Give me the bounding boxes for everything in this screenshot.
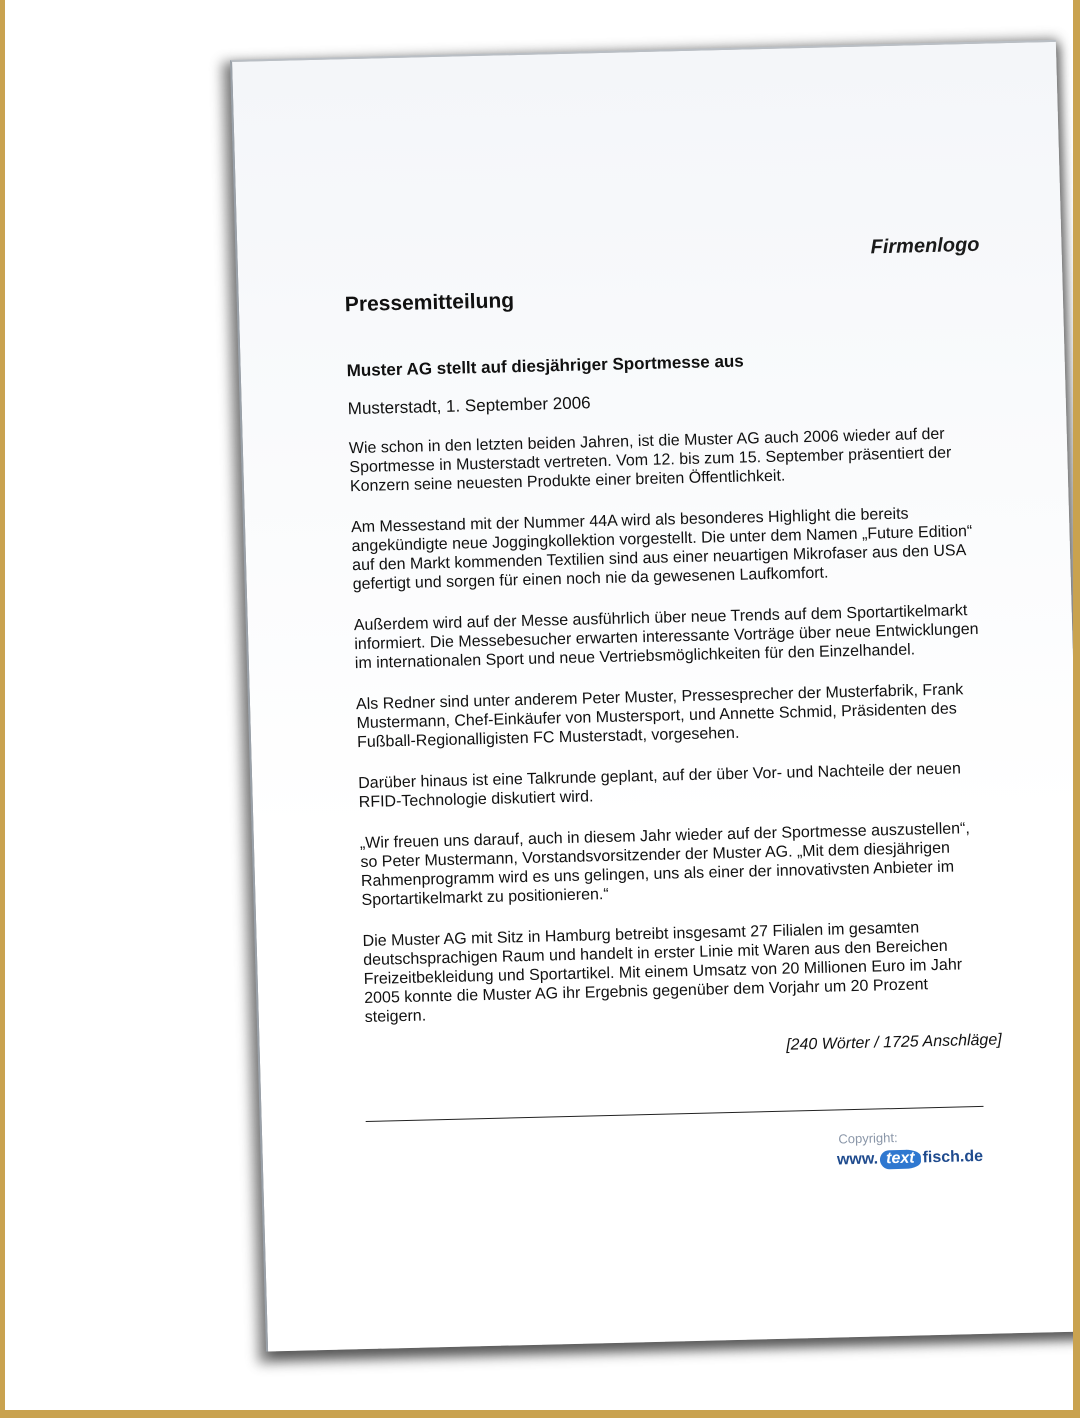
divider bbox=[366, 1106, 984, 1122]
paragraph: Außerdem wird auf der Messe ausführlich über neue Trends auf dem Sportartikelmarkt informiert. Die Messebesucher erwarten interessante Vorträge über neue Entwicklungen im internationalen Sport und neue Vertriebsmöglichkeiten für den Einzelhandel. bbox=[353, 602, 979, 673]
paragraph: Die Muster AG mit Sitz in Hamburg betreibt insgesamt 27 Filialen im gesamten deutschsprachigen Raum und handelt in erster Linie mit Waren aus den Bereichen Freizeitbekleidung und Sportartikel. Mit einem Umsatz von 20 Millionen Euro im Jahr 2005 konnte die Muster AG ihr Ergebnis gegenüber dem Vorjahr um 20 Prozent steigern. bbox=[362, 919, 963, 1026]
paragraph: „Wir freuen uns darauf, auch in diesem Jahr wieder auf der Sportmesse auszustellen“, so Peter Mustermann, Vorstandsvorsitzender der Muster AG. „Mit dem diesjährigen Rahmenprogramm wird es uns gelingen, uns als einer der innovativsten Anbieter im Sportartikelmarkt zu positionieren.“ bbox=[359, 820, 971, 910]
brand-prefix: www. bbox=[836, 1150, 879, 1169]
paragraph: Wie schon in den letzten beiden Jahren, ist die Muster AG auch 2006 wieder auf der Sportmesse in Musterstadt vertreten. Vom 12. bis zum 15. September präsentiert der Konzern seine neuesten Produkte einer breiten Öffentlichkeit. bbox=[348, 425, 952, 496]
document-title: Pressemitteilung bbox=[344, 289, 515, 317]
press-body bbox=[349, 424, 992, 1049]
brand-logo bbox=[837, 1148, 984, 1171]
paragraph: Am Messestand mit der Nummer 44A wird als besonderes Highlight die bereits angekündigte neue Joggingkollektion vorgestellt. Die unter dem Namen „Future Edition“ auf den Markt kommenden Textilien sind aus einer neuartigen Mikrofaser aus den USA gefertigt und sorgen für einen noch nie da gewesenen Laufkomfort. bbox=[350, 505, 973, 594]
copyright-label: Copyright: bbox=[838, 1130, 898, 1147]
paragraph: Als Redner sind unter anderem Peter Muster, Pressesprecher der Musterfabrik, Frank Mustermann, Chef-Einkäufer von Mustersport, und Annette Schmid, Präsidenten des Fußball-Regionalligisten FC Musterstadt, vorgesehen. bbox=[355, 681, 964, 752]
brand-fish-icon: text bbox=[880, 1149, 921, 1169]
paragraph: Darüber hinaus ist eine Talkrunde geplant, auf der über Vor- und Nachteile der neuen RFID-Technologie diskutiert wird. bbox=[358, 760, 962, 812]
brand-suffix: fisch.de bbox=[922, 1147, 984, 1167]
document-page bbox=[230, 40, 1080, 1352]
press-headline: Muster AG stellt auf diesjähriger Sportmesse aus bbox=[346, 351, 744, 381]
company-logo-placeholder: Firmenlogo bbox=[870, 233, 980, 259]
dateline: Musterstadt, 1. September 2006 bbox=[347, 393, 591, 419]
word-count: [240 Wörter / 1725 Anschläge] bbox=[785, 1031, 1002, 1054]
